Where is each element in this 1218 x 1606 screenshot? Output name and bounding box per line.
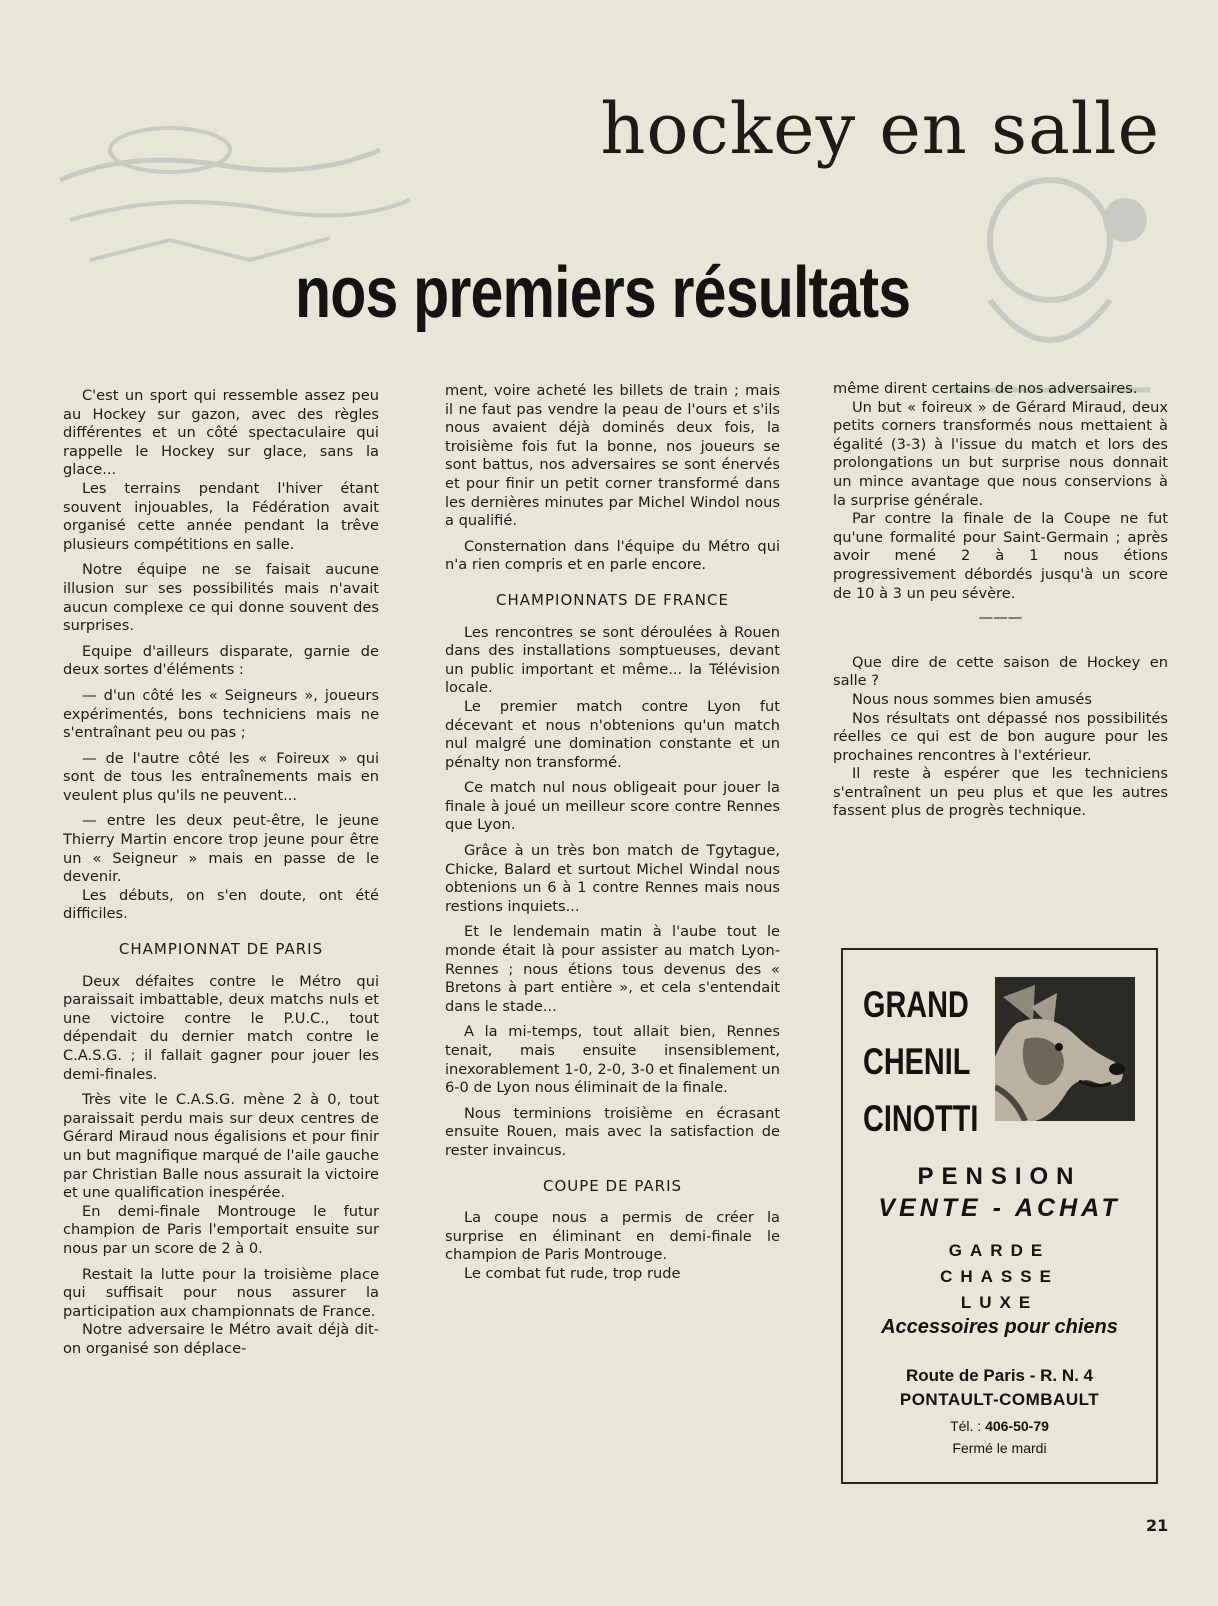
section-heading-coupe-paris: COUPE DE PARIS <box>542 1176 683 1195</box>
dog-photo <box>995 977 1135 1121</box>
paragraph: — d'un côté les « Seigneurs », joueurs expérimentés, bons techniciens mais ne s'entraînant peu ou pas ; <box>63 686 379 742</box>
paragraph: Ce match nul nous obligeait pour jouer la finale à joué un meilleur score contre Rennes que Lyon. <box>445 779 780 834</box>
page-title: hockey en salle <box>600 88 1160 170</box>
section-heading-championnats-france: CHAMPIONNATS DE FRANCE <box>496 590 729 609</box>
service-item: LUXE <box>960 1293 1039 1312</box>
advert-vente-achat: VENTE - ACHAT <box>878 1194 1121 1222</box>
paragraph: Par contre la finale de la Coupe ne fut qu'une formalité pour Saint-Germain ; après avoir mené 2 à 1 nous étions progressivement débordés jusqu'à un score de 10 à 3 un peu sévère. <box>833 510 1168 602</box>
paragraph: Notre équipe ne se faisait aucune illusion sur ses possibilités mais n'avait aucun complexe ce qui donne souvent des surprises. <box>63 561 379 635</box>
brand-line: CINOTTI <box>863 1098 979 1139</box>
paragraph: Notre adversaire le Métro avait déjà dit-on organisé son déplace- <box>63 1321 379 1357</box>
brand-line: CHENIL <box>863 1041 971 1082</box>
paragraph: C'est un sport qui ressemble assez peu au Hockey sur gazon, avec des règles différentes et un côté spectaculaire qui rappelle le Hockey sur glace, sans la glace... <box>63 387 379 479</box>
paragraph: Et le lendemain matin à l'aube tout le monde était là pour assister au match Lyon-Rennes ; nous étions tous devenus des « Bretons à part entière », et cela s'entendait dans le stade... <box>445 923 780 1015</box>
paragraph: ment, voire acheté les billets de train ; mais il ne faut pas vendre la peau de l'ours et s'ils nous avaient déjà dominés deux fois, la troisième fois fut la bonne, nos joueurs se sont battus, nos adversaires se sont énervés et pour finir un petit corner transformé dans les dernières minutes par Michel Windol nous a qualifié. <box>445 382 780 530</box>
telephone-label: Tél. : <box>950 1418 982 1434</box>
article-column-2 <box>445 382 780 1284</box>
background-illustration-right <box>930 150 1170 410</box>
paragraph: Deux défaites contre le Métro qui paraissait imbattable, deux matchs nuls et une victoire contre le P.U.C., tout dépendait du dernier match contre le C.A.S.G. ; il fallait gagner pour jouer les demi-finales. <box>63 972 379 1083</box>
paragraph: Nos résultats ont dépassé nos possibilités réelles ce qui est de bon augure pour les prochaines rencontres à l'extérieur. <box>833 709 1168 764</box>
paragraph: même dirent certains de nos adversaires. <box>833 380 1138 397</box>
page-number: 21 <box>1146 1516 1169 1535</box>
advert-address-route: Route de Paris - R. N. 4 <box>905 1366 1094 1385</box>
paragraph: Restait la lutte pour la troisième place qui suffisait pour nous assurer la participation aux championnats de France. <box>63 1265 379 1320</box>
service-item: GARDE <box>948 1241 1051 1260</box>
paragraph: — de l'autre côté les « Foireux » qui sont de tous les entraînements mais en veulent plus qu'ils ne peuvent... <box>63 749 379 804</box>
paragraph: Il reste à espérer que les techniciens s'entraînent un peu plus et que les autres fassent plus de progrès technique. <box>833 765 1168 820</box>
section-heading-championnat-paris: CHAMPIONNAT DE PARIS <box>118 940 324 959</box>
paragraph: Nous terminions troisième en écrasant ensuite Rouen, mais avec la satisfaction de rester invaincus. <box>445 1104 780 1159</box>
advert-closing-day: Fermé le mardi <box>952 1440 1047 1456</box>
telephone-number: 406-50-79 <box>985 1418 1049 1434</box>
service-item: CHASSE <box>940 1267 1059 1286</box>
paragraph: — entre les deux peut-être, le jeune Thierry Martin encore trop jeune pour être un « Seigneur » mais en passe de le devenir. <box>63 812 379 886</box>
kennel-advertisement <box>841 948 1158 1484</box>
paragraph: Grâce à un très bon match de Tgytague, Chicke, Balard et surtout Michel Windal nous obtenions un 6 à 1 contre Rennes mais nous restions inquiets... <box>445 842 780 915</box>
page-subtitle: nos premiers résultats <box>295 253 911 333</box>
paragraph: La coupe nous a permis de créer la surprise en éliminant en demi-finale le champion de Paris Montrouge. <box>445 1209 780 1264</box>
advert-brand <box>863 976 978 1147</box>
paragraph: Très vite le C.A.S.G. mène 2 à 0, tout paraissait perdu mais sur deux centres de Gérard Miraud nous égalisions et pour finir un but magnifique marqué de l'aile gauche par Christian Balle nous assurait la victoire et une qualification inespérée. <box>63 1091 379 1202</box>
advert-accessories: Accessoires pour chiens <box>881 1316 1118 1338</box>
paragraph: En demi-finale Montrouge le futur champion de Paris l'emportait ensuite sur nous par un score de 2 à 0. <box>63 1202 379 1257</box>
paragraph: Les rencontres se sont déroulées à Rouen dans des installations somptueuses, devant un public important et même... la Télévision locale. <box>445 623 780 697</box>
advert-services <box>843 1238 1156 1316</box>
paragraph: A la mi-temps, tout allait bien, Rennes tenait, mais ensuite insensiblement, inexorablement 1-0, 2-0, 3-0 et finalement un 6-0 de Lyon nous éliminait de la finale. <box>445 1023 780 1097</box>
paragraph: Les débuts, on s'en doute, ont été difficiles. <box>63 886 379 923</box>
paragraph: Le combat fut rude, trop rude <box>463 1264 681 1282</box>
paragraph: Le premier match contre Lyon fut décevant et nous n'obtenions qu'un match nul malgré une domination constante et un pénalty non transformé. <box>445 697 780 771</box>
advert-telephone <box>843 1418 1156 1434</box>
advert-pension: PENSION <box>917 1163 1082 1190</box>
paragraph: Les terrains pendant l'hiver étant souvent injouables, la Fédération avait organisé cette année pendant la trêve plusieurs compétitions en salle. <box>63 479 379 553</box>
brand-line: GRAND <box>863 984 969 1025</box>
paragraph: Equipe d'ailleurs disparate, garnie de deux sortes d'éléments : <box>63 642 379 679</box>
article-column-1 <box>63 387 379 1359</box>
article-column-3 <box>833 380 1168 821</box>
paragraph: Consternation dans l'équipe du Métro qui n'a rien compris et en parle encore. <box>445 537 780 574</box>
separator-line: ——— <box>978 609 1023 627</box>
paragraph: Que dire de cette saison de Hockey en salle ? <box>833 653 1168 690</box>
paragraph: Un but « foireux » de Gérard Miraud, deux petits corners transformés nous mettaient à égalité (3-3) à l'issue du match et lors des prolongations un but surprise nous donnait un mince avantage que nous conservions à la surprise générale. <box>833 398 1168 509</box>
paragraph: Nous nous sommes bien amusés <box>851 690 1092 708</box>
advert-address-city: PONTAULT-COMBAULT <box>899 1390 1100 1409</box>
